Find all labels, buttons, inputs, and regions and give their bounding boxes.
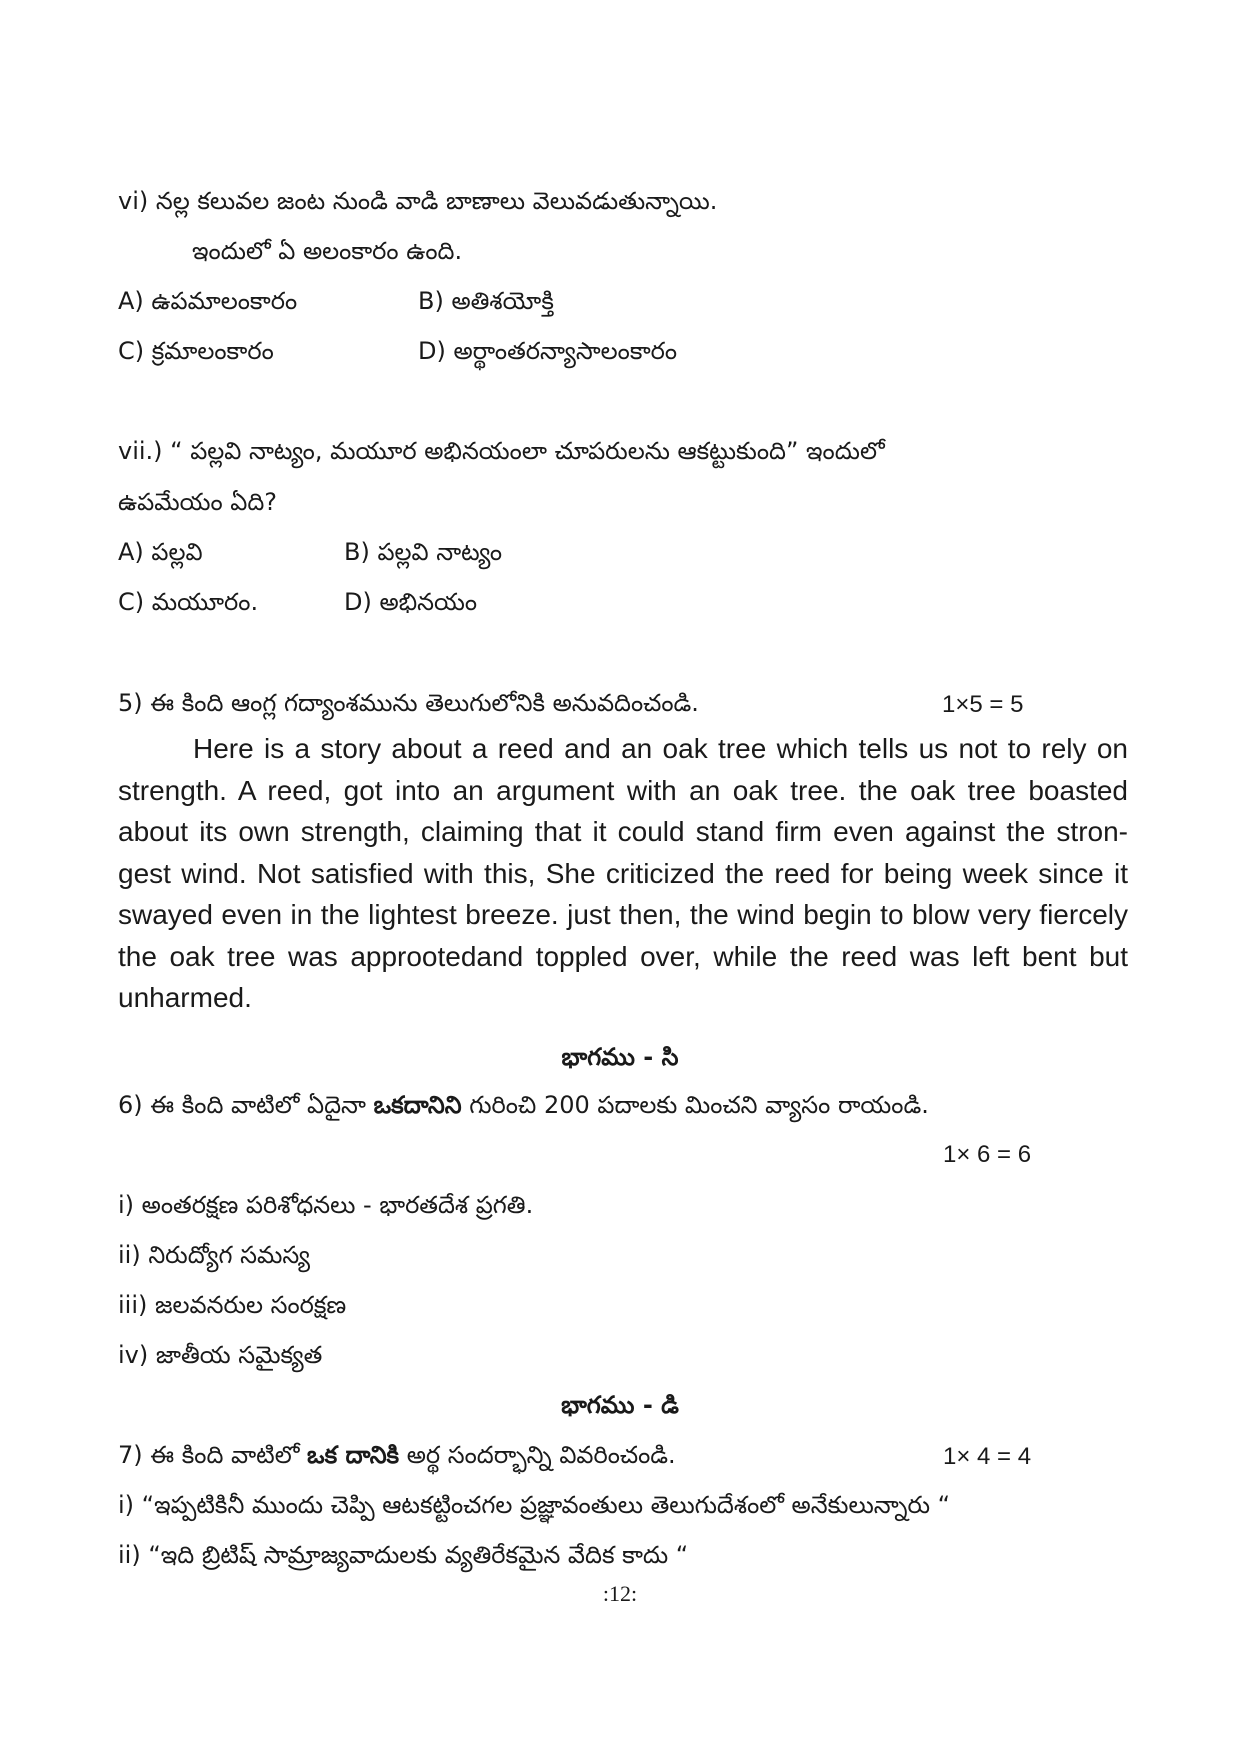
question-7-title [118,1440,676,1470]
question-vii-option-c: C) మయూరం. [118,588,259,616]
question-6-suffix: గురించి 200 పదాలకు మించని వ్యాసం రాయండి. [469,1091,929,1119]
question-vii-option-a: A) పల్లవి [118,538,203,566]
question-vi-option-c: C) క్రమాలంకారం [118,337,274,365]
question-vi-line1: vi) నల్ల కలువల జంట నుండి వాడి బాణాలు వెలువడుతున్నాయి. [118,187,718,215]
question-7-marks: 1× 4 = 4 [943,1443,1032,1470]
question-vi-option-a: A) ఉపమాలంకారం [118,287,298,315]
page-number: :12: [602,1581,638,1606]
question-6-emphasis: ఒకదానిని [373,1091,462,1119]
question-5-marks: 1×5 = 5 [942,691,1024,718]
question-vii-option-d: D) అభినయం [344,588,478,616]
question-vi-line2: ఇందులో ఏ అలంకారం ఉంది. [192,237,463,265]
essay-topic-4: iv) జాతీయ సమైక్యత [118,1341,323,1369]
context-item-2: ii) “ఇది బ్రిటిష్ సామ్రాజ్యవాదులకు వ్యతిరేకమైన వేదిక కాదు “ [118,1541,689,1569]
essay-topic-2: ii) నిరుద్యోగ సమస్య [118,1241,310,1269]
section-d-heading: భాగము - డి [561,1391,679,1419]
question-vii-line2: ఉపమేయం ఏది? [118,488,278,516]
question-7-suffix: అర్థ సందర్భాన్ని వివరించండి. [406,1441,676,1469]
question-vii-line1: vii.) “ పల్లవి నాట్యం, మయూర అభినయంలా చూపరులను ఆకట్టుకుంది” ఇందులో [118,437,885,465]
question-6-marks: 1× 6 = 6 [943,1141,1032,1168]
question-5-title: 5) ఈ కింది ఆంగ్ల గద్యాంశమును తెలుగులోనికి అనువదించండి. [118,689,699,717]
question-vi-option-b: B) అతిశయోక్తి [418,287,554,315]
question-6-title [118,1090,929,1120]
question-7-emphasis: ఒక దానికి [307,1441,400,1469]
question-vi-option-d: D) అర్థాంతరన్యాసాలంకారం [418,337,678,365]
section-c-heading: భాగము - సి [561,1043,679,1071]
question-vii-option-b: B) పల్లవి నాట్యం [344,538,503,566]
essay-topic-1: i) అంతరక్షణ పరిశోధనలు - భారతదేశ ప్రగతి. [118,1191,534,1219]
translation-passage: Here is a story about a reed and an oak tree which tells us not to rely on strength. A reed, got into an argument with an oak tree. the oak tree boasted about its own strength, claiming that it could stand firm even against the strongest wind. Not satisfied with this, She criticized the reed for being week since it swayed even in the lightest breeze. just then, the wind begin to blow very fiercely the oak tree was approotedand toppled over, while the reed was left bent but unharmed. [118,733,1128,1013]
question-7-prefix: 7) ఈ కింది వాటిలో [118,1441,300,1469]
context-item-1: i) “ఇప్పటికినీ ముందు చెప్పి ఆటకట్టించగల ప్రజ్ఞావంతులు తెలుగుదేశంలో అనేకులున్నారు “ [118,1491,951,1519]
essay-topic-3: iii) జలవనరుల సంరక్షణ [118,1291,347,1319]
question-6-prefix: 6) ఈ కింది వాటిలో ఏదైనా [118,1091,366,1119]
